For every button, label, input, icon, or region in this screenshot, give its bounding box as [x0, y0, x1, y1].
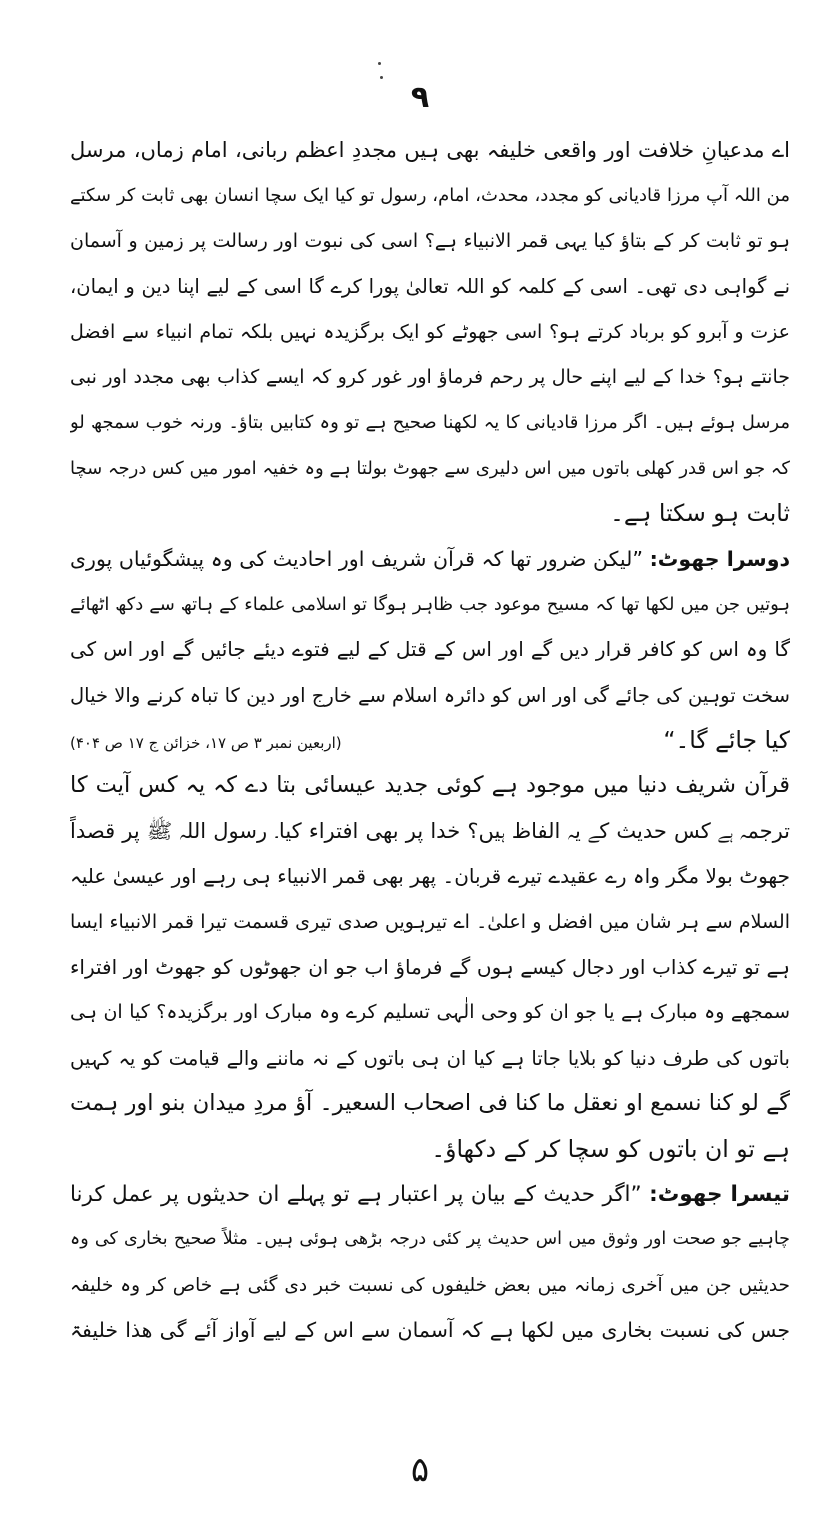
paragraph4-line: حدیثیں جن میں آخری زمانہ میں بعض خلیفوں کی نسبت خبر دی گئی ہے خاص کر وہ خلیفہ — [70, 1274, 790, 1296]
paragraph2-closing-line — [70, 718, 790, 763]
paragraph3-line: السلام سے ہر شان میں افضل و اعلیٰ۔ اے تیرہویں صدی تیری قسمت تیرا قمر الانبیاء ایسا — [70, 910, 790, 933]
paragraph3-line: باتوں کی طرف دنیا کو بلایا جاتا ہے کیا ان ہی باتوں کے نہ ماننے والے قیامت کو یہ کہیں — [70, 1046, 790, 1070]
scan-speck — [380, 76, 383, 79]
paragraph1-line: عزت و آبرو کو برباد کرتے ہو؟ اسی جھوٹے کو ایک برگزیدہ نہیں بلکہ تمام انبیاء سے افضل — [70, 320, 790, 343]
paragraph4-text: ”اگر حدیث کے بیان پر اعتبار ہے تو پہلے ان حدیثوں پر عمل کرنا — [70, 1181, 642, 1207]
citation: (اربعین نمبر ۳ ص ۱۷، خزائن ج ۱۷ ص ۴۰۴) — [70, 734, 342, 753]
paragraph2-line: ہوتیں جن میں لکھا تھا کہ مسیح موعود جب ظاہر ہوگا تو اسلامی علماء کے ہاتھ سے دکھ اٹھائے — [70, 593, 790, 615]
paragraph2-line: گا وہ اس کو کافر قرار دیں گے اور اس کے قتل کے لیے فتوے دیئے جائیں گے اور اس کی — [70, 637, 790, 662]
paragraph1-line: کہ جو اس قدر کھلی باتوں میں اس دلیری سے جھوٹ بولتا ہے وہ خفیہ امور میں کس درجہ سچا — [70, 457, 790, 479]
paragraph2-closing: کیا جائے گا۔“ — [663, 726, 790, 755]
paragraph3-line: ہے تو ان باتوں کو سچا کر کے دکھاؤ۔ — [431, 1134, 790, 1163]
second-lie-heading: دوسرا جھوٹ: — [649, 546, 790, 571]
paragraph1-line: اے مدعیانِ خلافت اور واقعی خلیفہ بھی ہیں مجددِ اعظم ربانی، امام زماں، مرسل — [70, 138, 790, 162]
paragraph4-line — [70, 1172, 790, 1217]
footer-mark: ۵ — [410, 1450, 430, 1490]
paragraph1-line: مرسل ہوئے ہیں۔ اگر مرزا قادیانی کا یہ لکھنا صحیح ہے تو وہ کتابیں بتاؤ۔ ورنہ خوب سمجھ لو — [70, 412, 790, 434]
page-number: ۹ — [410, 80, 430, 115]
paragraph1-line: من اللہ آپ مرزا قادیانی کو مجدد، محدث، امام، رسول تو کیا ایک سچا انسان بھی ثابت کر سکتے — [70, 185, 790, 207]
paragraph1-line: نے گواہی دی تھی۔ اسی کے کلمہ کو اللہ تعالیٰ پورا کرے گا اسی کے لیے اپنا دین و ایمان، — [70, 275, 790, 299]
paragraph2-line — [70, 537, 790, 582]
paragraph2-line: سخت توہین کی جائے گی اور اس کو دائرہ اسلام سے خارج اور دین کا تباہ کرنے والا خیال — [70, 683, 790, 707]
paragraph1-line: ہو تو ثابت کر کے بتاؤ کیا یہی قمر الانبیاء ہے؟ اسی کی نبوت اور رسالت پر زمین و آسمان — [70, 229, 790, 252]
paragraph3-line: جھوٹ بولا مگر واہ رے عقیدے تیرے قربان۔ پھر بھی قمر الانبیاء ہی رہے اور عیسیٰ علیہ — [70, 864, 790, 889]
paragraph1-line: جانتے ہو؟ خدا کے لیے اپنے حال پر رحم فرماؤ اور غور کرو کہ ایسے کذاب بھی مجدد اور نبی — [70, 365, 790, 388]
paragraph2-text: ”لیکن ضرور تھا کہ قرآن شریف اور احادیث کی وہ پیشگوئیاں پوری — [70, 546, 643, 571]
paragraph3-line: سمجھے وہ مبارک ہے یا جو ان کو وحی الٰہی تسلیم کرے وہ مبارک اور برگزیدہ؟ کیا ان ہی — [70, 1001, 790, 1024]
third-lie-heading: تیسرا جھوٹ: — [649, 1181, 790, 1207]
paragraph4-line: جس کی نسبت بخاری میں لکھا ہے کہ آسمان سے اس کے لیے آواز آئے گی ھذا خلیفۃ — [70, 1318, 790, 1343]
paragraph3-line: گے لو کنا نسمع او نعقل ما کنا فی اصحاب السعیر۔ آؤ مردِ میدان بنو اور ہمت — [70, 1090, 790, 1117]
paragraph1-line: ثابت ہو سکتا ہے۔ — [610, 499, 790, 528]
text-body — [70, 128, 790, 1354]
paragraph3-line: ہے تو تیرے کذاب اور دجال کیسے ہوں گے فرماؤ اب جو ان جھوٹوں کو جھوٹ اور افتراء — [70, 955, 790, 980]
paragraph3-line: قرآن شریف دنیا میں موجود ہے کوئی جدید عیسائی بتا دے کہ یہ کس آیت کا — [70, 772, 790, 799]
scan-speck — [378, 62, 381, 65]
paragraph3-line: ترجمہ ہے کس حدیث کے یہ الفاظ ہیں؟ خدا پر بھی افتراء کیا۔ رسول اللہ ﷺ پر قصداً — [70, 818, 790, 843]
paragraph4-line: چاہیے جو صحت اور وثوق میں اس حدیث پر کئی درجہ بڑھی ہوئی ہیں۔ مثلاً صحیح بخاری کی وہ — [70, 1229, 790, 1250]
